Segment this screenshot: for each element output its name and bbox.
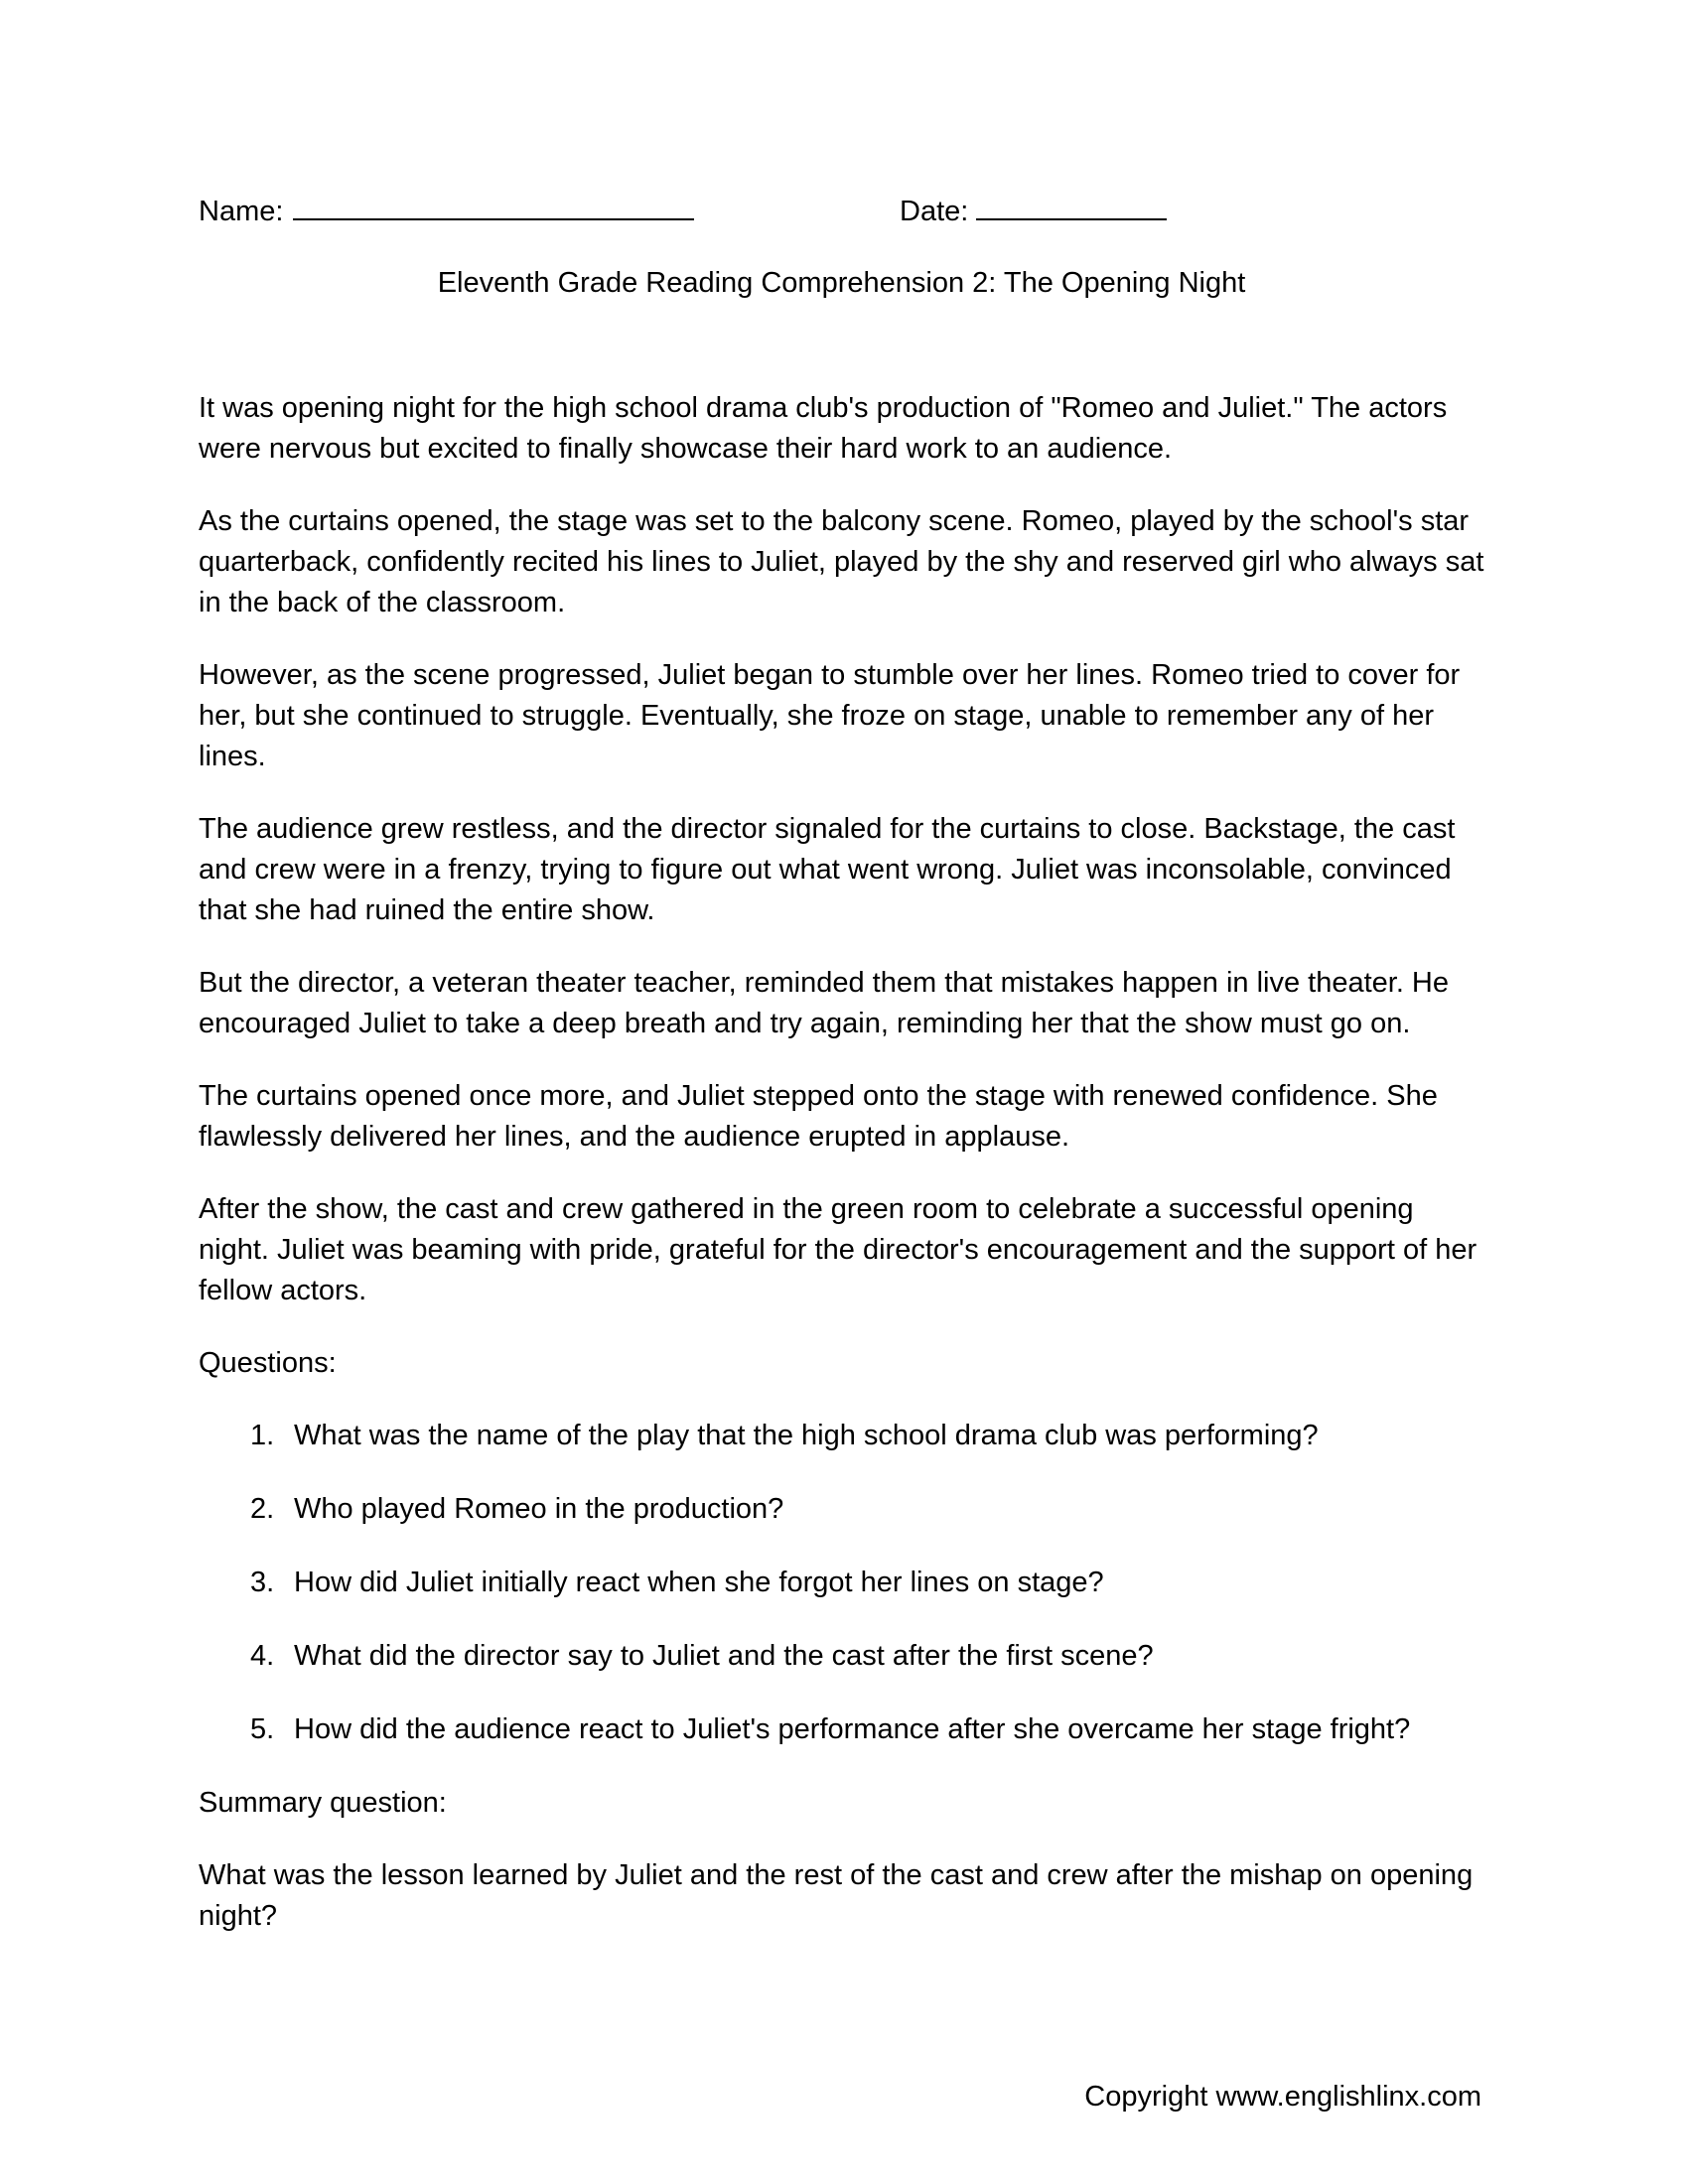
question-item (199, 1416, 1484, 1456)
passage (199, 388, 1484, 1311)
questions-section (199, 1343, 1484, 1750)
passage-paragraph: The curtains opened once more, and Juliet stepped onto the stage with renewed confidence. She flawlessly delivered her lines, and the audience erupted in applause. (199, 1080, 1438, 1153)
name-blank-line (293, 189, 694, 220)
question-text: What was the name of the play that the high school drama club was performing? (294, 1420, 1319, 1451)
question-number: 3. (250, 1567, 275, 1598)
question-text: What did the director say to Juliet and the cast after the first scene? (294, 1640, 1154, 1672)
date-blank-line (976, 189, 1167, 220)
question-item (199, 1489, 1484, 1530)
passage-paragraph: As the curtains opened, the stage was set to the balcony scene. Romeo, played by the school's star quarterback, confidently recited his lines to Juliet, played by the shy and reserved girl who always sat in the back of the classroom. (199, 505, 1484, 618)
copyright-text: Copyright www.englishlinx.com (1084, 2081, 1481, 2113)
passage-paragraph: But the director, a veteran theater teacher, reminded them that mistakes happen in live theater. He encouraged Juliet to take a deep breath and try again, reminding her that the show must go on. (199, 967, 1450, 1039)
name-label: Name: (199, 196, 284, 227)
header-row (199, 189, 1484, 232)
passage-paragraph: It was opening night for the high school drama club's production of "Romeo and Juliet." The actors were nervous but excited to finally showcase their hard work to an audience. (199, 392, 1448, 465)
question-text: How did Juliet initially react when she forgot her lines on stage? (294, 1567, 1104, 1598)
summary-heading: Summary question: (199, 1787, 447, 1819)
passage-paragraph: However, as the scene progressed, Juliet began to stumble over her lines. Romeo tried to cover for her, but she continued to struggle. Eventually, she froze on stage, unable to remember any of her lines. (199, 659, 1461, 772)
question-number: 5. (250, 1713, 275, 1745)
worksheet-content (199, 189, 1484, 1937)
question-item (199, 1563, 1484, 1603)
question-number: 1. (250, 1420, 275, 1451)
passage-paragraph: After the show, the cast and crew gathered in the green room to celebrate a successful opening night. Juliet was beaming with pride, grateful for the director's encouragement and the support of her fellow actors. (199, 1193, 1477, 1306)
summary-question: What was the lesson learned by Juliet and the rest of the cast and crew after the mishap on opening night? (199, 1859, 1474, 1932)
question-text: How did the audience react to Juliet's performance after she overcame her stage fright? (294, 1713, 1411, 1745)
question-item (199, 1636, 1484, 1677)
date-block (900, 189, 1167, 232)
date-label: Date: (900, 196, 969, 227)
passage-paragraph: The audience grew restless, and the director signaled for the curtains to close. Backstage, the cast and crew were in a frenzy, trying to figure out what went wrong. Juliet was inconsolable, convinced that she had ruined the entire show. (199, 813, 1456, 926)
summary-section (199, 1783, 1484, 1937)
question-item (199, 1709, 1484, 1750)
question-text: Who played Romeo in the production? (294, 1493, 784, 1525)
question-number: 2. (250, 1493, 275, 1525)
worksheet-title: Eleventh Grade Reading Comprehension 2: The Opening Night (437, 267, 1246, 299)
questions-heading: Questions: (199, 1347, 337, 1379)
question-number: 4. (250, 1640, 275, 1672)
